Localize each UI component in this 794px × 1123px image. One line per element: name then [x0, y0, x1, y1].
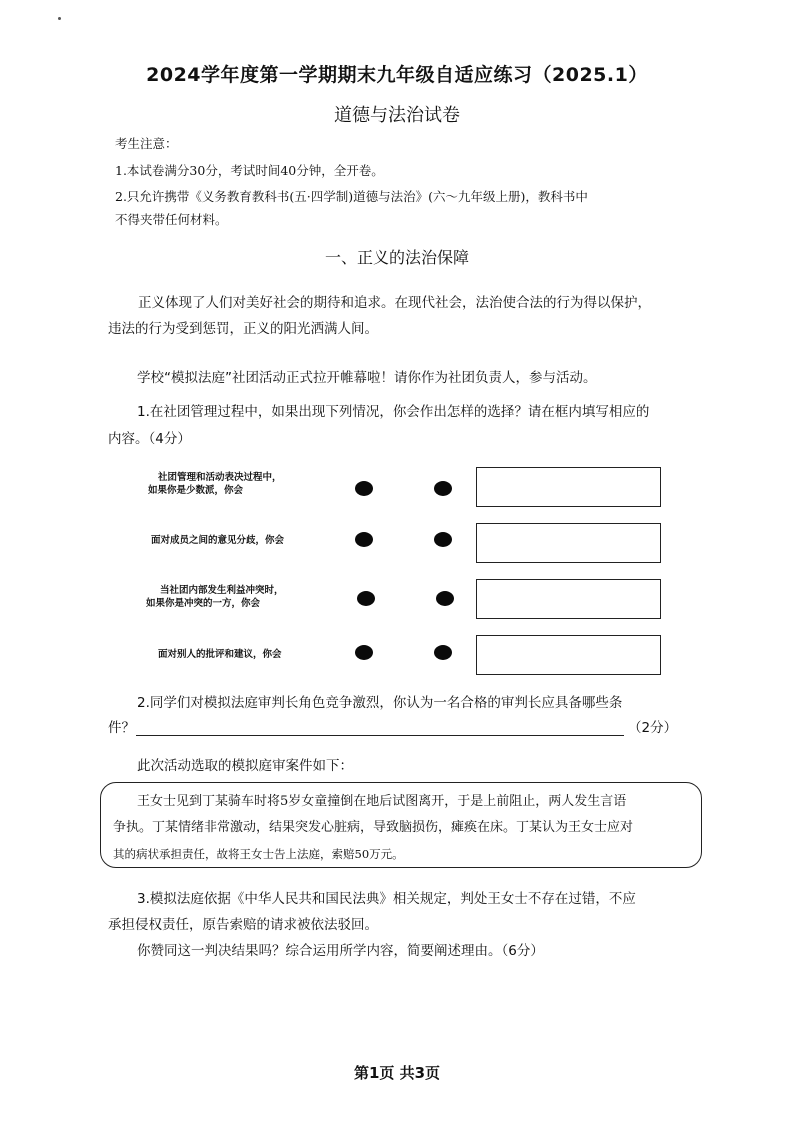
- notice-item: 2.只允许携带《义务教育教科书(五·四学制)道德与法治》(六～九年级上册)，教科书中: [115, 189, 588, 204]
- connector-dot: [434, 645, 452, 660]
- q2-score: （2分）: [628, 720, 678, 736]
- situation-label-line: 面对成员之间的意见分歧，你会: [151, 535, 285, 546]
- answer-box[interactable]: [476, 579, 661, 619]
- q2-prompt: 2.同学们对模拟法庭审判长角色竞争激烈，你认为一名合格的审判长应具备哪些条: [137, 695, 623, 711]
- candidate-notice: [115, 133, 178, 154]
- notice-item: 1.本试卷满分30分，考试时间40分钟，全开卷。: [115, 163, 384, 178]
- q1-prompt: 内容。（4分）: [108, 431, 191, 447]
- connector-dot: [355, 481, 373, 496]
- exam-title: 2024学年度第一学期期末九年级自适应练习（2025.1）: [146, 64, 648, 86]
- answer-box[interactable]: [476, 467, 661, 507]
- q3-prompt: 承担侵权责任，原告索赔的请求被依法驳回。: [108, 917, 378, 933]
- intro-line: 正义体现了人们对美好社会的期待和追求。在现代社会，法治使合法的行为得以保护，: [138, 295, 651, 311]
- connector-dot: [357, 591, 375, 606]
- answer-box[interactable]: [476, 523, 661, 563]
- situation-label-line: 当社团内部发生利益冲突时，: [160, 585, 284, 596]
- situation-label-line: 如果你是冲突的一方，你会: [146, 598, 261, 609]
- q3-prompt: 3.模拟法庭依据《中华人民共和国民法典》相关规定，判处王女士不存在过错，不应: [137, 891, 636, 907]
- case-text: [113, 789, 693, 867]
- connector-dot: [355, 532, 373, 547]
- page-number: 第1页 共3页: [353, 1064, 441, 1082]
- exam-subtitle: 道德与法治试卷: [334, 105, 460, 126]
- answer-box[interactable]: [476, 635, 661, 675]
- scan-speck: [58, 17, 61, 20]
- activity-intro: 学校“模拟法庭”社团活动正式拉开帷幕啦！请你作为社团负责人，参与活动。: [137, 370, 597, 386]
- q1-prompt: 1.在社团管理过程中，如果出现下列情况，你会作出怎样的选择？请在框内填写相应的: [137, 404, 650, 420]
- notice-heading: 考生注意：: [115, 136, 178, 151]
- connector-dot: [355, 645, 373, 660]
- situation-label-line: 如果你是少数派，你会: [148, 485, 244, 496]
- situation-label-line: 面对别人的批评和建议，你会: [158, 649, 282, 660]
- case-line: 争执。丁某情绪非常激动，结果突发心脏病，导致脑损伤，瘫痪在床。丁某认为王女士应对: [113, 820, 634, 835]
- situation-label: [158, 648, 282, 661]
- intro-line: 违法的行为受到惩罚，正义的阳光洒满人间。: [108, 321, 378, 337]
- situation-label: [151, 534, 284, 547]
- connector-dot: [434, 481, 452, 496]
- case-line: 其的病状承担责任，故将王女士告上法庭，索赔50万元。: [113, 847, 404, 861]
- section-title: 一、正义的法治保障: [324, 248, 469, 267]
- situation-label-line: 社团管理和活动表决过程中，: [158, 472, 282, 483]
- connector-dot: [434, 532, 452, 547]
- notice-item: 不得夹带任何材料。: [115, 212, 228, 227]
- case-lead: 此次活动选取的模拟庭审案件如下：: [137, 758, 353, 774]
- situation-label: [148, 471, 282, 497]
- connector-dot: [436, 591, 454, 606]
- situation-label: [146, 584, 284, 610]
- q2-prompt: 件？: [108, 720, 135, 736]
- q3-prompt: 你赞同这一判决结果吗？综合运用所学内容，简要阐述理由。（6分）: [137, 943, 544, 959]
- case-line: 王女士见到丁某骑车时将5岁女童撞倒在地后试图离开，于是上前阻止，两人发生言语: [137, 794, 627, 809]
- q2-answer-line[interactable]: [136, 735, 624, 736]
